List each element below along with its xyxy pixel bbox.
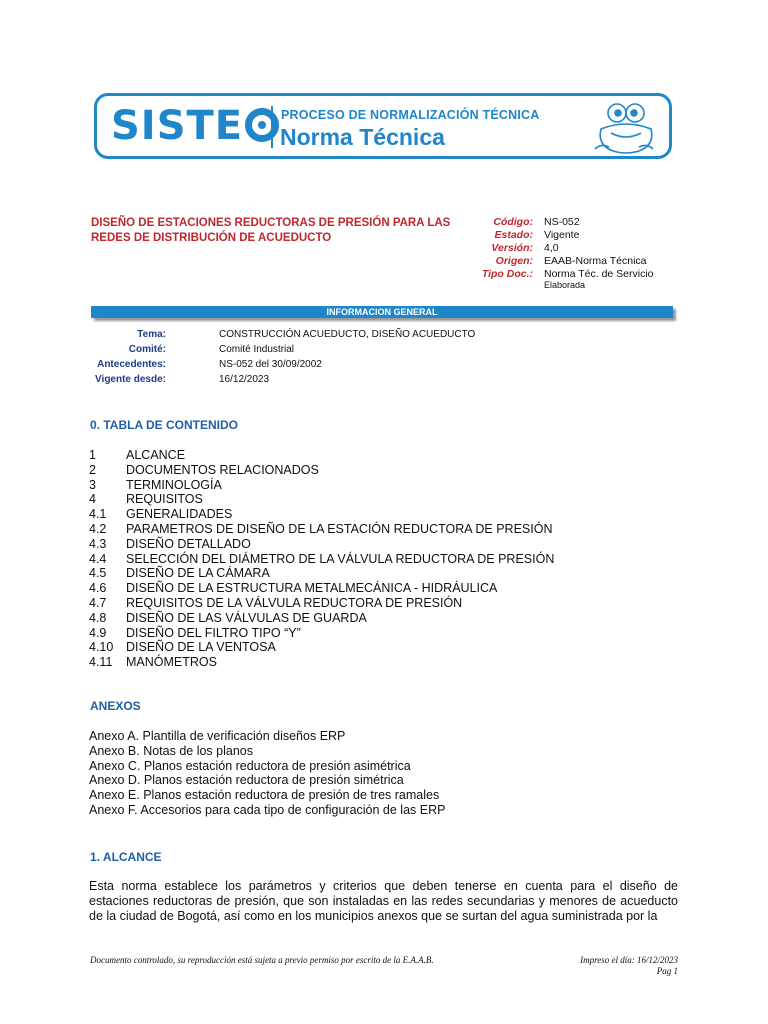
toc-item [89,507,554,522]
meta-status-elaborada: Elaborada [544,280,586,290]
toc-text: DISEÑO DE LA ESTRUCTURA METALMECÁNICA - HIDRÁULICA [126,581,498,596]
anexo-item: Anexo F. Accesorios para cada tipo de configuración de las ERP [89,802,446,817]
footer-print-info [540,955,678,977]
anexos-list [89,729,445,818]
toc-number: 4.5 [89,566,107,581]
table-of-contents [89,448,554,670]
anexo-item: Anexo A. Plantilla de verificación diseños ERP [89,729,346,743]
toc-text: MANÓMETROS [126,655,217,670]
info-label: Antecedentes: [97,359,166,370]
meta-value-estado: Vigente [544,229,580,241]
anexos-heading: ANEXOS [90,699,141,713]
toc-item [89,448,554,463]
toc-number: 4.9 [89,625,107,640]
info-value: NS-052 del 30/09/2002 [219,359,322,370]
document-title: DISEÑO DE ESTACIONES REDUCTORAS DE PRESIÓN PARA LAS REDES DE DISTRIBUCIÓN DE ACUEDUCTO [91,217,451,244]
toc-text: DISEÑO DEL FILTRO TIPO “Y” [126,625,301,640]
toc-text: PARAMETROS DE DISEÑO DE LA ESTACIÓN REDUCTORA DE PRESIÓN [126,521,553,536]
toc-number: 4.11 [89,655,113,670]
toc-number: 4.6 [89,581,107,596]
meta-value-origen: EAAB-Norma Técnica [544,255,647,267]
anexo-item: Anexo D. Planos estación reductora de presión simétrica [89,773,404,788]
footer-page-number: Pag 1 [656,966,678,976]
toc-text: REQUISITOS DE LA VÁLVULA REDUCTORA DE PRESIÓN [126,595,463,610]
toc-text: DOCUMENTOS RELACIONADOS [126,462,319,477]
toc-text: DISEÑO DE LA CÁMARA [126,566,270,581]
gear-icon [245,108,279,142]
footer-printed-date: Impreso el día: 16/12/2023 [580,955,678,965]
toc-text: DISEÑO DETALLADO [126,536,251,551]
toc-text: SELECCIÓN DEL DIÁMETRO DE LA VÁLVULA REDUCTORA DE PRESIÓN [126,551,555,566]
meta-label-tipo-doc: Tipo Doc.: [481,268,533,280]
info-row-tema [91,327,475,342]
sisteo-logo [111,102,279,150]
info-row-comite [91,342,475,357]
meta-label-estado: Estado: [494,229,533,241]
info-label: Comité: [128,344,166,355]
meta-value-tipo-doc: Norma Téc. de Servicio [544,268,654,280]
toc-number: 3 [89,477,96,492]
alcance-heading: 1. ALCANCE [90,850,162,864]
info-label: Tema: [137,329,166,340]
meta-values [544,216,704,281]
toc-item [89,522,554,537]
banner-process-title: PROCESO DE NORMALIZACIÓN TÉCNICA [281,108,540,122]
alcance-paragraph: Esta norma establece los parámetros y criterios que deben tenerse en cuenta para el diseño de estaciones reductoras de presión, que son instaladas en las redes secundarias y menores de acueducto de la ciudad de Bogotá, así como en los municipios anexos que se surtan del agua suministrada por la [89,879,678,923]
toc-item [89,626,554,641]
info-value: Comité Industrial [219,344,295,355]
toc-text: DISEÑO DE LA VENTOSA [126,640,276,655]
toc-item [89,492,554,507]
toc-number: 1 [89,448,96,462]
toc-number: 4.10 [89,640,114,655]
toc-item [89,581,554,596]
info-label: Vigente desde: [95,374,166,385]
info-row-antecedentes [91,357,475,372]
toc-number: 4.8 [89,610,107,625]
toc-number: 4 [89,492,96,507]
toc-number: 4.1 [89,507,107,522]
toc-item [89,478,554,493]
toc-text: TERMINOLOGÍA [126,477,222,492]
toc-item [89,566,554,581]
banner-main-title: Norma Técnica [280,124,445,150]
toc-item [89,552,554,567]
meta-value-version: 4,0 [544,242,559,254]
logo-text: SISTE [111,103,244,149]
meta-labels [440,216,533,281]
toc-text: DISEÑO DE LAS VÁLVULAS DE GUARDA [126,610,367,625]
info-general-header: INFORMACION GENERAL [91,306,673,318]
anexo-item: Anexo B. Notas de los planos [89,743,253,758]
toc-number: 4.7 [89,595,107,610]
toc-text: GENERALIDADES [126,507,233,522]
meta-label-version: Versión: [491,242,533,254]
meta-label-origen: Origen: [495,255,533,267]
anexo-item: Anexo E. Planos estación reductora de presión de tres ramales [89,788,440,803]
toc-item [89,537,554,552]
info-value: CONSTRUCCIÓN ACUEDUCTO, DISEÑO ACUEDUCTO [219,329,476,340]
toc-item [89,640,554,655]
meta-value-codigo: NS-052 [544,216,580,228]
toc-item [89,596,554,611]
header-banner [94,93,672,159]
toc-number: 2 [89,462,96,477]
frog-mascot-icon [589,99,659,157]
toc-number: 4.3 [89,536,107,551]
toc-item [89,463,554,478]
info-value: 16/12/2023 [219,374,270,385]
toc-number: 4.4 [89,551,107,566]
toc-text: REQUISITOS [126,492,203,507]
toc-heading: 0. TABLA DE CONTENIDO [90,418,239,432]
banner-divider [271,106,273,148]
info-row-vigente [91,372,475,387]
toc-item [89,655,554,670]
anexo-item: Anexo C. Planos estación reductora de presión asimétrica [89,758,411,773]
toc-item [89,611,554,626]
toc-number: 4.2 [89,521,107,536]
footer-notice: Documento controlado, su reproducción está sujeta a previo permiso por escrito de la E.A.A.B. [90,955,434,965]
toc-text: ALCANCE [126,448,186,462]
meta-label-codigo: Código: [493,216,533,228]
info-general-table [91,327,475,387]
